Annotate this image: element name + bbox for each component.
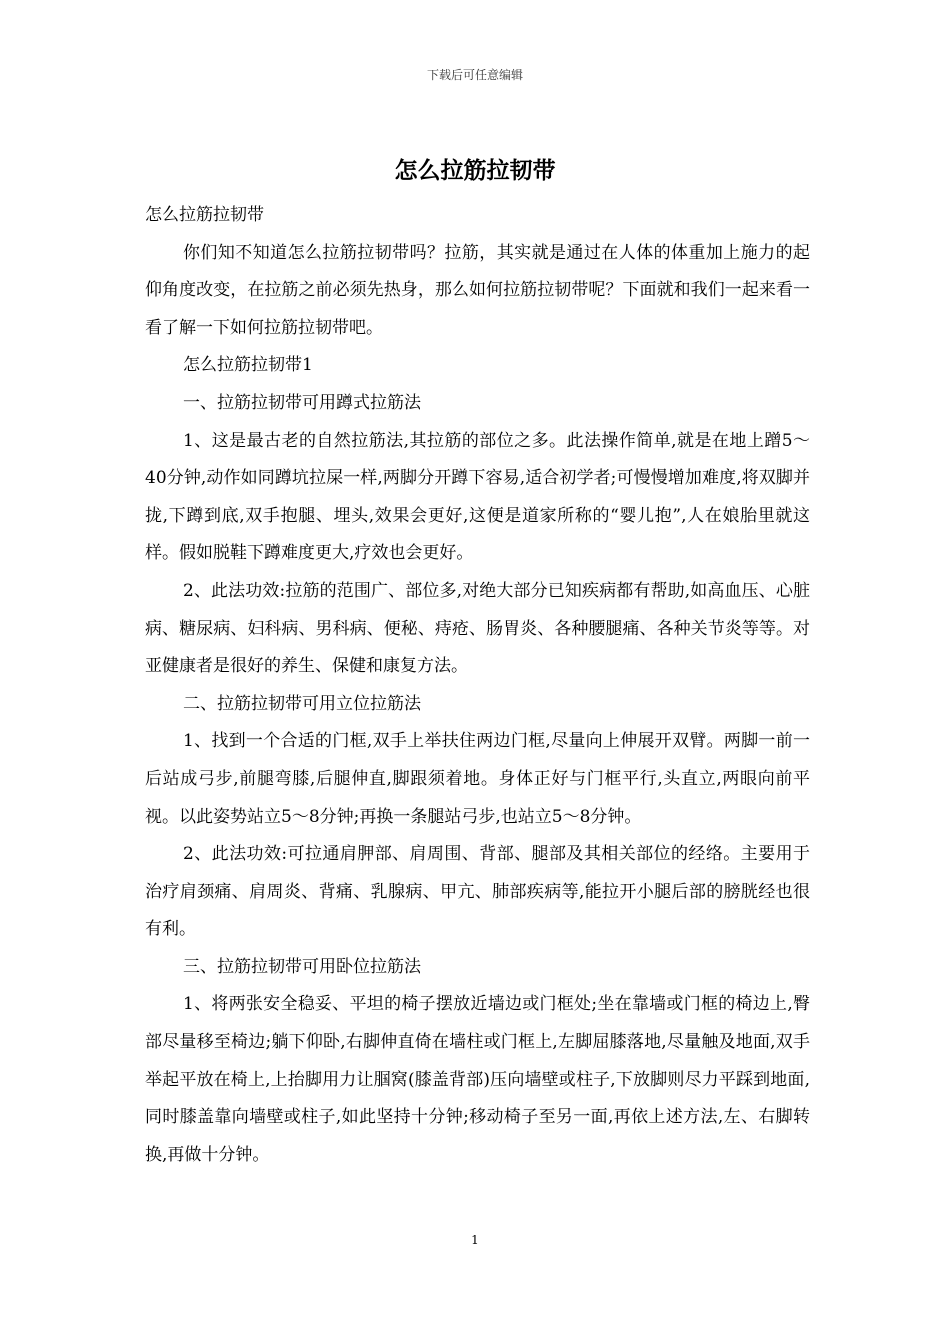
header-note: 下载后可任意编辑 bbox=[426, 68, 523, 82]
document-title: 怎么拉筋拉韧带 bbox=[394, 157, 556, 184]
subsection-heading-standing: 二、拉筋拉韧带可用立位拉筋法 bbox=[183, 693, 421, 714]
paragraph-lying-method: 1、将两张安全稳妥、平坦的椅子摆放近墙边或门框处;坐在靠墙或门框的椅边上,臀部尽量移至椅边;躺下仰卧,右脚伸直倚在墙柱或门框上,左脚屈膝落地,尽量触及地面,双手举起平放在椅上,上抬脚用力让腘窝(膝盖背部)压向墙壁或柱子,下放脚则尽力平踩到地面,同时膝盖靠向墙壁或柱子,如此坚持十分钟;移动椅子至另一面,再依上述方法,左、右脚转换,再做十分钟。 bbox=[145, 994, 810, 1165]
paragraph-standing-method: 1、找到一个合适的门框,双手上举扶住两边门框,尽量向上伸展开双臂。两脚一前一后站成弓步,前腿弯膝,后腿伸直,脚跟须着地。身体正好与门框平行,头直立,两眼向前平视。以此姿势站立5～8分钟;再换一条腿站弓步,也站立5～8分钟。 bbox=[145, 731, 810, 827]
paragraph-standing-effect: 2、此法功效:可拉通肩胛部、肩周围、背部、腿部及其相关部位的经络。主要用于治疗肩颈痛、肩周炎、背痛、乳腺病、甲亢、肺部疾病等,能拉开小腿后部的膀胱经也很有利。 bbox=[145, 844, 810, 940]
subsection-heading-squat: 一、拉筋拉韧带可用蹲式拉筋法 bbox=[183, 392, 421, 413]
paragraph-subtitle: 怎么拉筋拉韧带 bbox=[145, 205, 264, 225]
paragraph-intro: 你们知不知道怎么拉筋拉韧带吗？拉筋，其实就是通过在人体的体重加上施力的起仰角度改变，在拉筋之前必须先热身，那么如何拉筋拉韧带呢？下面就和我们一起来看一看了解一下如何拉筋拉韧带吧。 bbox=[145, 242, 810, 338]
document-body bbox=[145, 197, 810, 1174]
page-number: 1 bbox=[471, 1233, 479, 1247]
paragraph-squat-method: 1、这是最古老的自然拉筋法,其拉筋的部位之多。此法操作简单,就是在地上蹭5～40分钟,动作如同蹲坑拉屎一样,两脚分开蹲下容易,适合初学者;可慢慢增加难度,将双脚并拢,下蹲到底,双手抱腿、埋头,效果会更好,这便是道家所称的“婴儿抱”,人在娘胎里就这样。假如脱鞋下蹲难度更大,疗效也会更好。 bbox=[145, 430, 810, 564]
paragraph-squat-effect: 2、此法功效:拉筋的范围广、部位多,对绝大部分已知疾病都有帮助,如高血压、心脏病、糖尿病、妇科病、男科病、便秘、痔疮、肠胃炎、各种腰腿痛、各种关节炎等等。对亚健康者是很好的养生、保健和康复方法。 bbox=[145, 580, 810, 677]
section-heading: 怎么拉筋拉韧带1 bbox=[183, 355, 313, 376]
subsection-heading-lying: 三、拉筋拉韧带可用卧位拉筋法 bbox=[183, 956, 421, 977]
